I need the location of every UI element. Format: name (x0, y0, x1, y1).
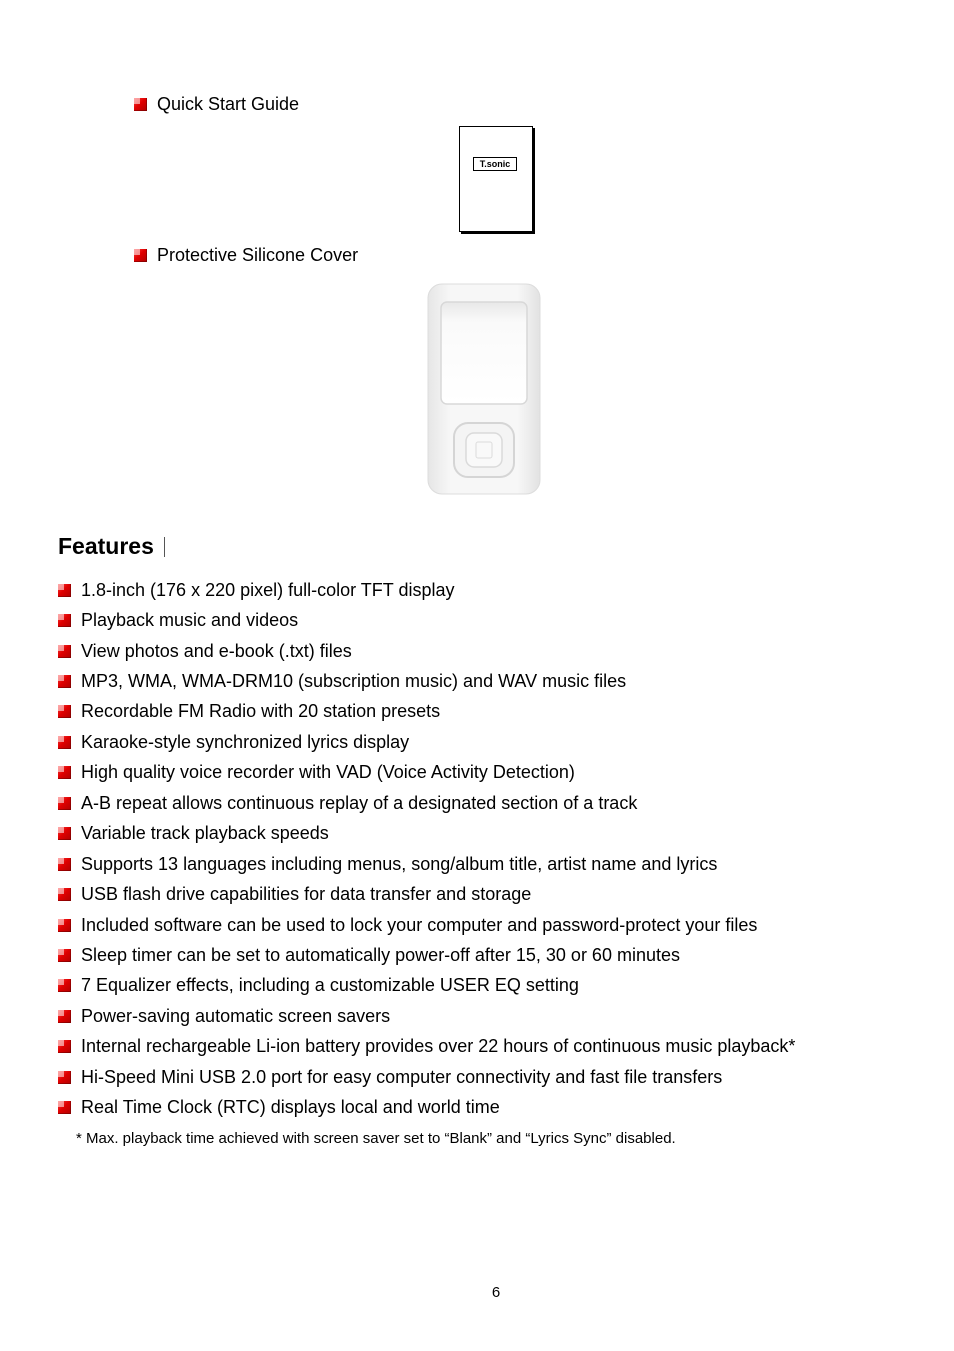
red-square-bullet-icon (58, 766, 71, 779)
silicone-cover-label: Protective Silicone Cover (157, 245, 359, 265)
feature-text: MP3, WMA, WMA-DRM10 (subscription music) and WAV music files (81, 671, 627, 692)
red-square-bullet-icon (58, 705, 71, 718)
feature-text: View photos and e-book (.txt) files (81, 640, 352, 661)
red-square-bullet-icon (58, 645, 71, 658)
list-item (58, 819, 795, 849)
red-square-bullet-icon (58, 797, 71, 810)
red-square-bullet-icon (58, 1071, 71, 1084)
list-item (58, 910, 795, 940)
red-square-bullet-icon (58, 675, 71, 688)
red-square-bullet-icon (58, 919, 71, 932)
list-item (58, 849, 795, 879)
red-square-bullet-icon (58, 1101, 71, 1114)
features-list (58, 575, 795, 1123)
list-item (58, 666, 795, 696)
list-item (58, 727, 795, 757)
list-item (58, 971, 795, 1001)
quick-start-guide-label: Quick Start Guide (157, 94, 300, 114)
feature-text: Real Time Clock (RTC) displays local and world time (81, 1097, 500, 1118)
quick-start-guide-image (459, 126, 533, 232)
feature-text: Recordable FM Radio with 20 station presets (81, 701, 441, 722)
red-square-bullet-icon (58, 827, 71, 840)
red-square-bullet-icon (58, 736, 71, 749)
features-title: Features (58, 533, 154, 559)
feature-text: Internal rechargeable Li-ion battery provides over 22 hours of continuous music playback* (81, 1036, 796, 1057)
red-square-bullet-icon (58, 979, 71, 992)
red-square-bullet-icon (58, 1040, 71, 1053)
list-item (58, 758, 795, 788)
feature-text: Power-saving automatic screen savers (81, 1005, 391, 1026)
red-square-bullet-icon (58, 858, 71, 871)
feature-text: Supports 13 languages including menus, song/album title, artist name and lyrics (81, 853, 718, 874)
battery-footnote: * Max. playback time achieved with screen saver set to “Blank” and “Lyrics Sync” disabled. (76, 1130, 676, 1147)
feature-text: A-B repeat allows continuous replay of a designated section of a track (81, 792, 638, 813)
page-number: 6 (491, 1284, 501, 1301)
list-item (58, 1001, 795, 1031)
feature-text: 7 Equalizer effects, including a customizable USER EQ setting (81, 975, 579, 996)
list-item (58, 940, 795, 970)
red-square-bullet-icon (58, 1010, 71, 1023)
red-square-bullet-icon (58, 888, 71, 901)
feature-text: Karaoke-style synchronized lyrics display (81, 731, 410, 752)
silicone-cover-item (134, 245, 358, 266)
features-heading (58, 533, 165, 560)
red-square-bullet-icon (134, 98, 147, 111)
heading-divider (164, 537, 165, 557)
feature-text: High quality voice recorder with VAD (Voice Activity Detection) (81, 762, 575, 783)
red-square-bullet-icon (58, 614, 71, 627)
list-item (58, 1062, 795, 1092)
silicone-cover-image (424, 280, 544, 498)
feature-text: Included software can be used to lock your computer and password-protect your files (81, 914, 758, 935)
list-item (58, 636, 795, 666)
list-item (58, 788, 795, 818)
feature-text: Hi-Speed Mini USB 2.0 port for easy computer connectivity and fast file transfers (81, 1066, 723, 1087)
list-item (58, 1092, 795, 1122)
feature-text: 1.8-inch (176 x 220 pixel) full-color TFT display (81, 579, 455, 600)
feature-text: Sleep timer can be set to automatically power-off after 15, 30 or 60 minutes (81, 944, 680, 965)
feature-text: Playback music and videos (81, 610, 299, 631)
feature-text: USB flash drive capabilities for data transfer and storage (81, 884, 532, 905)
list-item (58, 605, 795, 635)
list-item (58, 697, 795, 727)
tsonic-logo: T.sonic (473, 157, 517, 171)
quick-start-guide-item (134, 94, 299, 115)
feature-text: Variable track playback speeds (81, 823, 329, 844)
red-square-bullet-icon (58, 584, 71, 597)
list-item (58, 575, 795, 605)
list-item (58, 879, 795, 909)
red-square-bullet-icon (134, 249, 147, 262)
red-square-bullet-icon (58, 949, 71, 962)
list-item (58, 1032, 795, 1062)
